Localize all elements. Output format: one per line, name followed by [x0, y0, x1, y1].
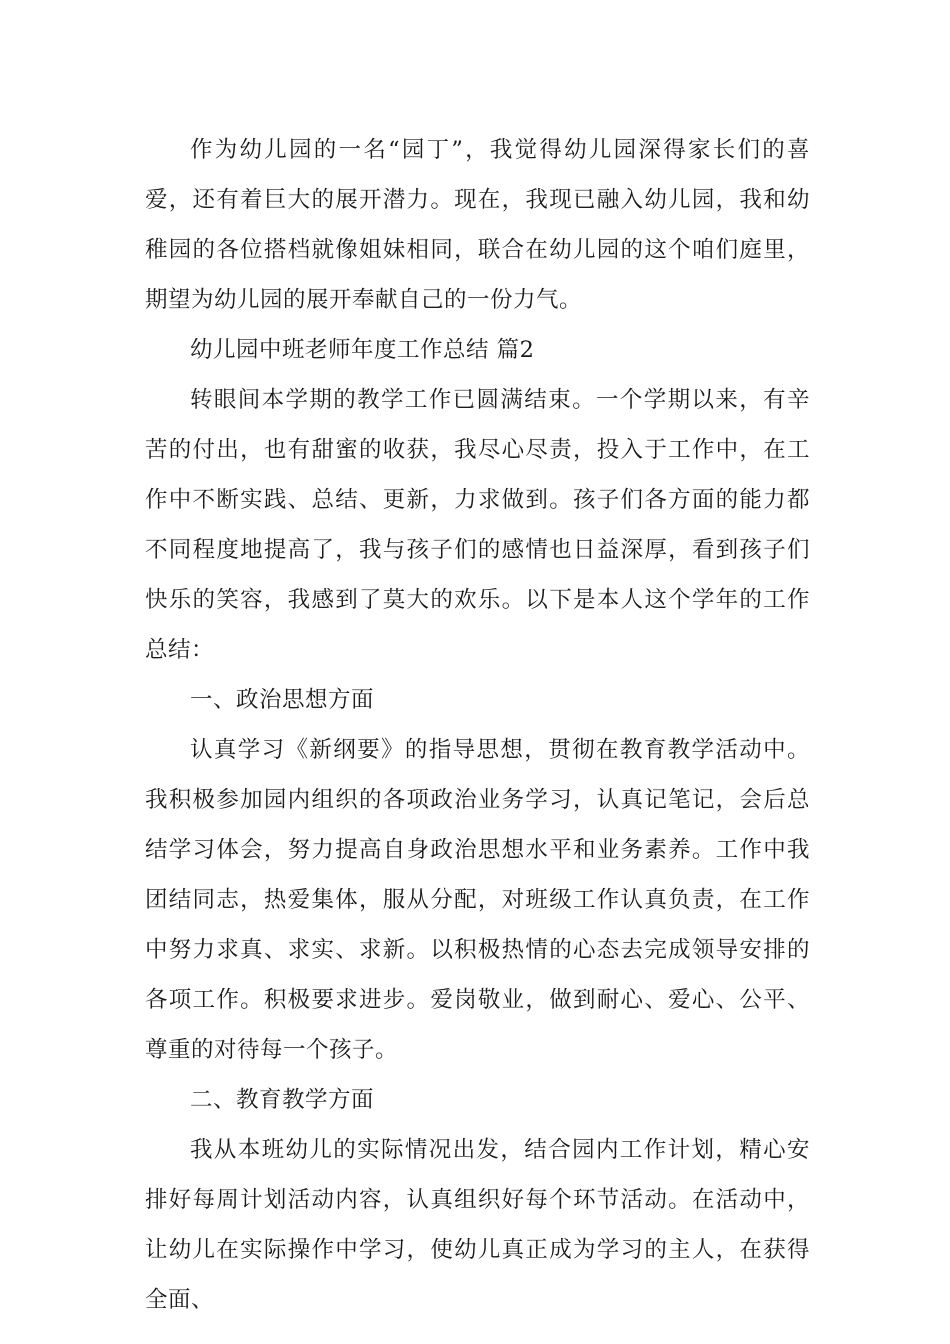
document-body: [145, 125, 810, 1325]
paragraph-semester-summary: 转眼间本学期的教学工作已圆满结束。一个学期以来，有辛苦的付出，也有甜蜜的收获，我尽心尽责，投入于工作中，在工作中不断实践、总结、更新，力求做到。孩子们各方面的能力都不同程度地提高了，我与孩子们的感情也日益深厚，看到孩子们快乐的笑容，我感到了莫大的欢乐。以下是本人这个学年的工作总结：: [145, 387, 810, 663]
paragraph-political-thought: 认真学习《新纲要》的指导思想，贯彻在教育教学活动中。我积极参加园内组织的各项政治业务学习，认真记笔记，会后总结学习体会，努力提高自身政治思想水平和业务素养。工作中我团结同志，热爱集体，服从分配，对班级工作认真负责，在工作中努力求真、求实、求新。以积极热情的心态去完成领导安排的各项工作。积极要求进步。爱岗敬业，做到耐心、爱心、公平、尊重的对待每一个孩子。: [145, 737, 810, 1063]
section-heading-political: 一、政治思想方面: [190, 687, 375, 713]
article-title-part-2: 幼儿园中班老师年度工作总结 篇2: [190, 337, 535, 363]
section-heading-teaching: 二、教育教学方面: [190, 1087, 375, 1113]
paragraph-intro-conclusion: 作为幼儿园的一名“园丁”，我觉得幼儿园深得家长们的喜爱，还有着巨大的展开潜力。现在，我现已融入幼儿园，我和幼稚园的各位搭档就像姐妹相同，联合在幼儿园的这个咱们庭里，期望为幼儿园的展开奉献自己的一份力气。: [145, 137, 810, 313]
paragraph-teaching: 我从本班幼儿的实际情况出发，结合园内工作计划，精心安排好每周计划活动内容，认真组织好每个环节活动。在活动中，让幼儿在实际操作中学习，使幼儿真正成为学习的主人，在获得全面、: [145, 1137, 810, 1313]
